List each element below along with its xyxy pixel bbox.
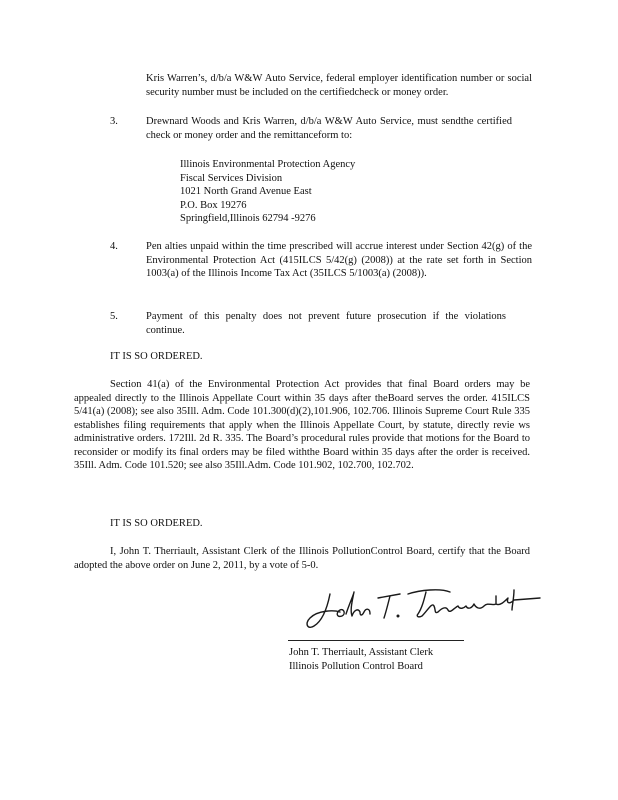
item3-text: Drewnard Woods and Kris Warren, d/b/a W&W Auto Service, must sendthe certified check or money order and the remittanceform to: [146, 116, 512, 141]
signer-name-title: John T. Therriault, Assistant Clerk [289, 647, 434, 658]
item3-number: 3. [110, 116, 118, 127]
address-line: Illinois Environmental Protection Agency [180, 159, 356, 170]
certification-paragraph: I, John T. Therriault, Assistant Clerk of the Illinois PollutionControl Board, certify that the Board adopted the above order on June 2, 2011, by a vote of 5-0. [74, 546, 530, 571]
item5-text: Payment of this penalty does not prevent future prosecution if the violations continue. [146, 311, 506, 336]
signer-organization: Illinois Pollution Control Board [289, 661, 423, 672]
address-line: Springfield,Illinois 62794 -9276 [180, 213, 316, 224]
item5-number: 5. [110, 311, 118, 322]
address-line: Fiscal Services Division [180, 172, 283, 184]
address-line: P.O. Box 19276 [180, 199, 247, 211]
item4-number: 4. [110, 241, 118, 252]
it-is-so-ordered-1: IT IS SO ORDERED. [110, 351, 203, 362]
it-is-so-ordered-2: IT IS SO ORDERED. [110, 518, 203, 529]
handwritten-signature [300, 580, 550, 640]
signature-line [288, 640, 464, 641]
address-block [180, 158, 355, 226]
section-41-paragraph: Section 41(a) of the Environmental Protection Act provides that final Board orders may be appealed directly to the Illinois Appellate Court within 35 days after theBoard serves the order. 415ILCS 5/41(a) (2008); see also 35Ill. Adm. Code 101.300(d)(2),101.906, 102.706. Illinois Supreme Court Rule 335 establishes filing requirements that apply when the Illinois Appellate Court, by statute, directly revie ws administrative orders. 172Ill. 2d R. 335. The Board’s procedural rules provide that motions for the Board to reconsider or modify its final orders may be filed withthe Board within 35 days after the order is received. 35Ill. Adm. Code 101.520; see also 35Ill.Adm. Code 101.902, 102.700, 102.702. [74, 379, 530, 471]
address-line: 1021 North Grand Avenue East [180, 186, 312, 197]
item2-continuation: Kris Warren’s, d/b/a W&W Auto Service, federal employer identification number or social security number must be included on the certifiedcheck or money order. [146, 73, 532, 98]
item4-text: Pen alties unpaid within the time prescribed will accrue interest under Section 42(g) of the Environmental Protection Act (415ILCS 5/42(g) (2008)) at the rate set forth in Section 1003(a) of the Illinois Income Tax Act (35ILCS 5/1003(a) (2008)). [146, 241, 532, 279]
